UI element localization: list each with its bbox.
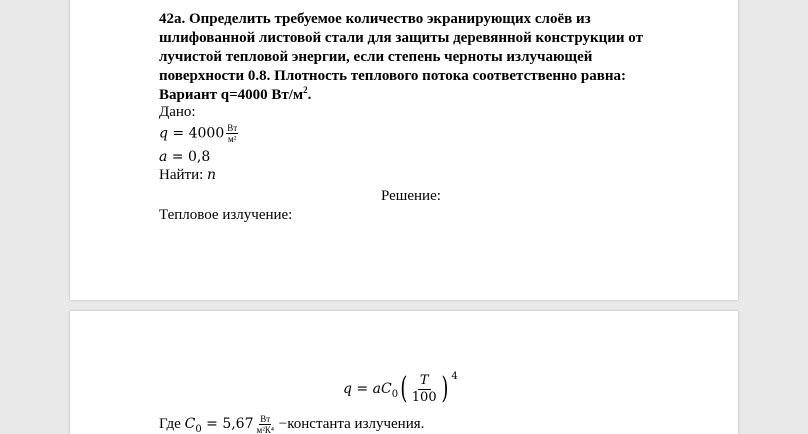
formula-fraction-numerator: T	[419, 372, 429, 388]
find-label: Найти:	[159, 167, 208, 183]
variant-unit-exponent: 2	[303, 85, 308, 95]
radiation-formula	[343, 369, 458, 411]
q-variable: q	[159, 125, 168, 142]
variant-text: Вариант q=4000 Вт/м	[159, 87, 304, 103]
given-q	[159, 123, 238, 144]
formula-C-subscript: 0	[391, 389, 399, 400]
formula-exponent: 4	[451, 371, 458, 382]
q-unit-denominator: м²	[228, 134, 237, 144]
formula-fraction-denominator: 100	[411, 389, 437, 405]
find-variable: n	[207, 167, 217, 183]
formula-C: C	[380, 381, 392, 397]
constant-description: −константа излучения.	[275, 415, 425, 432]
problem-statement	[159, 10, 699, 105]
constant-prefix: Где	[159, 415, 185, 432]
problem-line-3: лучистой тепловой энергии, если степень черноты излучающей	[159, 49, 593, 65]
formula-close-paren: )	[440, 371, 448, 406]
page-2	[70, 311, 738, 434]
constant-unit-numerator: Вт	[260, 414, 271, 424]
constant-unit	[256, 414, 276, 434]
a-variable: a	[159, 149, 168, 165]
radiation-label: Тепловое излучение:	[159, 207, 293, 223]
formula-open-paren: (	[400, 371, 408, 406]
constant-C-subscript: 0	[195, 423, 202, 434]
variant-period: .	[307, 87, 312, 103]
formula-a: a	[372, 381, 381, 397]
constant-line	[159, 414, 424, 434]
q-unit	[226, 123, 238, 144]
problem-line-2: шлифованной листовой стали для защиты деревянной конструкции от	[159, 30, 643, 46]
given-a	[159, 148, 210, 166]
page-1	[70, 0, 738, 300]
find-line	[159, 166, 216, 184]
constant-value: = 5,67	[201, 415, 254, 432]
solution-label: Решение:	[381, 188, 441, 204]
formula-equals: =	[351, 381, 373, 397]
problem-line-5	[159, 86, 699, 105]
problem-line-4: поверхности 0.8. Плотность теплового потока соответственно равна:	[159, 68, 626, 84]
constant-unit-denominator: м²К⁴	[256, 425, 275, 434]
problem-line-1: 42а. Определить требуемое количество экранирующих слоёв из	[159, 11, 591, 27]
q-value: = 4000	[167, 125, 225, 142]
constant-C: C	[184, 415, 196, 432]
a-value: = 0,8	[167, 149, 211, 165]
formula-q: q	[343, 381, 352, 397]
given-label: Дано:	[159, 104, 196, 120]
formula-fraction	[410, 373, 439, 406]
q-unit-numerator: Вт	[227, 123, 238, 133]
